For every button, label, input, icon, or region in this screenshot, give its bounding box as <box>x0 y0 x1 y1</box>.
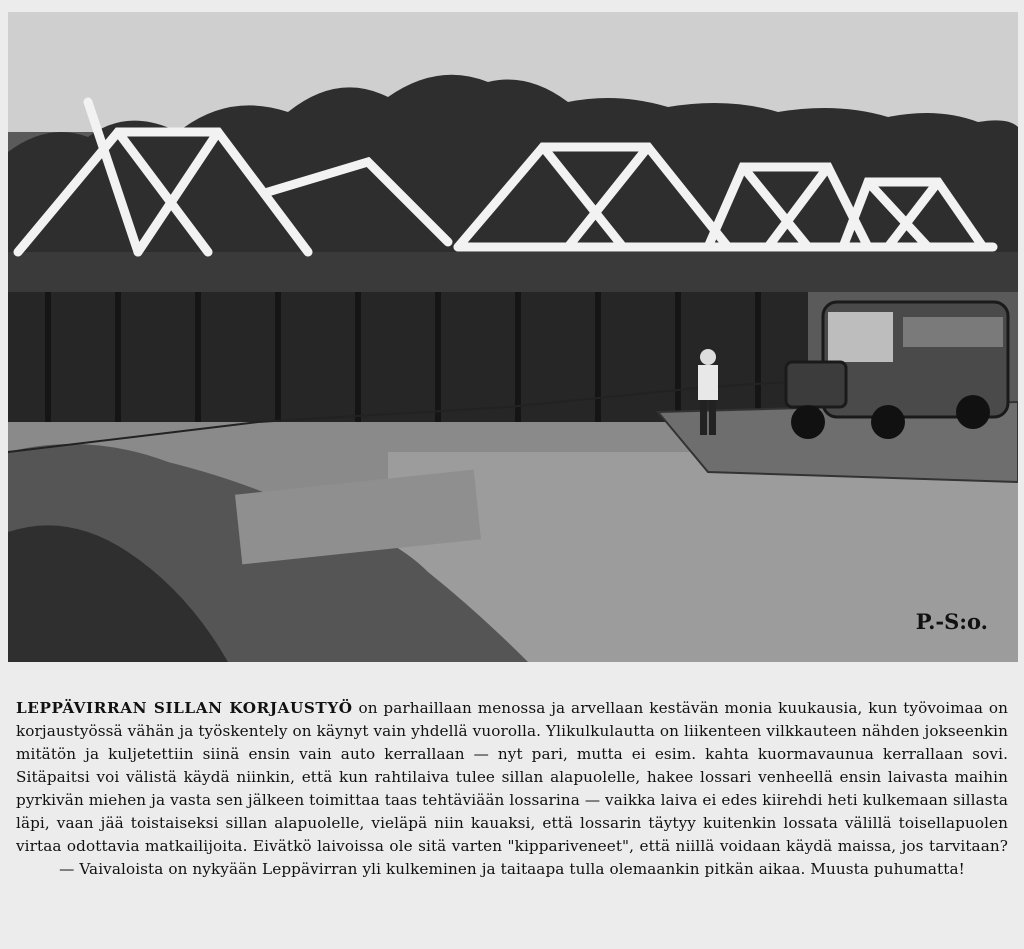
bridge-deck <box>8 252 1018 292</box>
bus <box>786 302 1008 439</box>
caption-headline: LEPPÄVIRRAN SILLAN KORJAUSTYÖ <box>16 699 353 718</box>
caption-text <box>16 697 1008 881</box>
photo-credit: P.-S:o. <box>915 609 988 634</box>
bridge-piers <box>8 292 808 422</box>
bridge-repair-photo <box>8 12 1018 662</box>
photo-illustration <box>8 12 1018 662</box>
caption-body: on parhaillaan menossa ja arvellaan kestävän monia kuukausia, kun työvoimaa on korjaustyössä vähän ja työskentely on käynyt vain yhdellä vuorolla. Ylikulkulautta on liikenteen vilkkauteen nähden jokseenkin mitätön ja kuljetettiin siinä ensin vain auto kerrallaan — nyt pari, mutta ei esim. kahta kuormavaunua kerrallaan sovi. Sitäpaitsi voi välistä käydä niinkin, että kun rahtilaiva tulee sillan alapuolelle, hakee lossari venheellä ensin laivasta maihin pyrkivän miehen ja vasta sen jälkeen toimittaa taas tehtäviään lossarina — vaikka laiva ei edes kiirehdi heti kulkemaan sillasta läpi, vaan jää toistaiseksi sillan alapuolelle, vieläpä niin kauaksi, että lossarin täytyy kuitenkin lossata välillä toisellapuolen virtaa odottavia matkailijoita. Eivätkö laivoissa ole sitä varten "kippariveneet", että niillä voidaan käydä maissa, jos tarvitaan? — Vaivaloista on nykyään Leppävirran yli kulkeminen ja taitaapa tulla olemaankin pitkän aikaa. Muusta puhumatta! <box>16 699 1009 879</box>
